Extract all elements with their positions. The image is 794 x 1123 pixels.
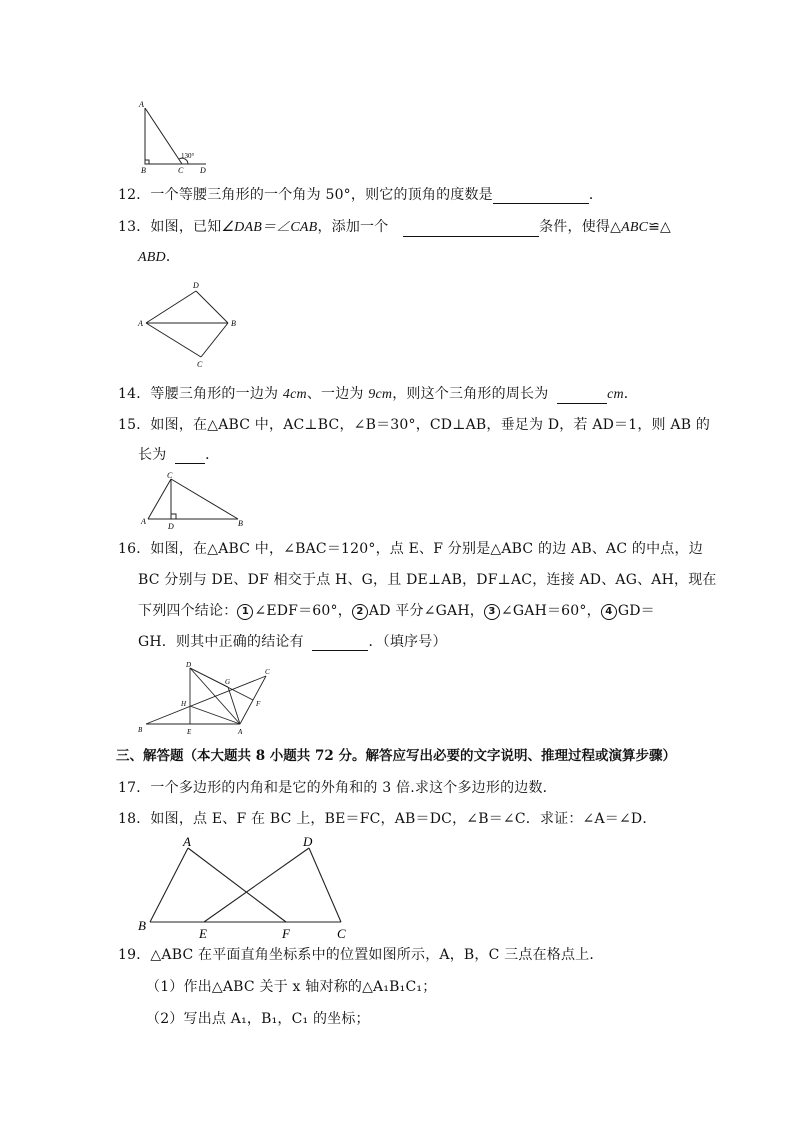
answer-blank-16[interactable] [312, 636, 368, 651]
figure-right-triangle [130, 96, 220, 180]
circled-number-1: 1 [237, 604, 253, 620]
circled-number-2: 2 [352, 604, 368, 620]
label-e: E [187, 728, 192, 736]
segment-ac [146, 323, 201, 357]
question-13: 13．如图，已知∠DAB＝∠CAB，添加一个 条件，使得△ABC≌△ [118, 219, 672, 235]
label-b: B [138, 726, 143, 734]
label-b: B [138, 918, 146, 933]
circled-number-3: 3 [484, 604, 500, 620]
figure-quadrilateral-abcd [136, 278, 246, 370]
answer-blank-15[interactable] [175, 449, 205, 464]
segment-af [188, 848, 286, 922]
label-angle-130: 130° [181, 152, 195, 160]
answer-blank-12[interactable] [493, 189, 589, 204]
answer-blank-13[interactable] [403, 222, 539, 237]
section-3-heading: 三、解答题（本大题共 8 小题共 72 分。解答应写出必要的文字说明、推理过程或演算步骤） [116, 748, 676, 764]
segment-cb [171, 479, 238, 519]
question-16-line3: 下列四个结论： 1 ∠EDF＝60°， 2 AD 平分∠GAH， 3 ∠GAH＝60°， 4 GD＝ [138, 603, 655, 619]
label-d: D [186, 661, 192, 669]
question-19-part-1: （1）作出△ABC 关于 x 轴对称的△A₁B₁C₁； [146, 979, 437, 995]
label-e: E [199, 926, 207, 940]
label-b: B [141, 166, 146, 175]
segment-bc [146, 676, 266, 724]
figure-right-triangle-abc [138, 468, 250, 530]
label-c: C [337, 926, 346, 940]
label-d: D [193, 281, 199, 290]
question-19-part-2: （2）写出点 A₁，B₁，C₁ 的坐标； [146, 1011, 370, 1027]
segment-dg [190, 668, 231, 687]
question-15-cont: 长为 ． [138, 447, 220, 463]
question-17: 17．一个多边形的内角和是它的外角和的 3 倍.求这个多边形的边数． [118, 780, 557, 796]
segment-ac [145, 108, 182, 164]
label-c: C [197, 360, 203, 369]
right-angle-mark [171, 514, 176, 519]
label-c: C [178, 166, 184, 175]
answer-blank-14[interactable] [557, 389, 607, 404]
segment-dc [309, 848, 341, 922]
label-c: C [167, 471, 173, 480]
question-15: 15．如图，在△ABC 中，AC⊥BC，∠B＝30°，CD⊥AB，垂足为 D，若 AD＝1，则 AB 的 [118, 417, 711, 433]
question-18: 18．如图，点 E、F 在 BC 上，BE＝FC，AB＝DC，∠B＝∠C．求证：∠A＝∠D． [118, 811, 657, 827]
segment-ad [190, 668, 240, 724]
label-d: D [168, 522, 174, 530]
label-d: D [303, 834, 313, 849]
question-13-cont: ABD． [138, 249, 181, 265]
label-a: A [141, 517, 146, 526]
label-a: A [183, 834, 191, 849]
label-b: B [238, 519, 243, 528]
segment-de [204, 848, 309, 922]
segment-ab [150, 848, 188, 922]
label-c: C [265, 668, 270, 676]
segment-ac [148, 479, 171, 519]
label-f: F [282, 926, 290, 940]
question-16-line4: GH．则其中正确的结论有 ．（填序号） [138, 634, 447, 650]
figure-crossing-triangles [134, 834, 356, 940]
label-a: A [139, 100, 144, 109]
segment-ad [146, 291, 196, 323]
figure-triangle-abc-perpendiculars [136, 660, 276, 738]
question-12: 12．一个等腰三角形的一个角为 50°，则它的顶角的度数是 ． [118, 187, 604, 203]
right-angle-mark [145, 160, 149, 164]
question-16: 16．如图，在△ABC 中，∠BAC＝120°，点 E、F 分别是△ABC 的边 AB、AC 的中点，边 [118, 541, 703, 557]
label-h: H [181, 700, 187, 708]
segment-db [196, 291, 228, 323]
label-a: A [138, 319, 143, 328]
label-b: B [231, 319, 236, 328]
question-16-line2: BC 分别与 DE、DF 相交于点 H、G，且 DE⊥AB，DF⊥AC，连接 AD、AG、AH，现在 [138, 572, 717, 588]
label-a: A [238, 728, 243, 736]
circled-number-4: 4 [601, 604, 617, 620]
segment-cb [201, 323, 228, 357]
question-14: 14．等腰三角形的一边为 4cm、一边为 9cm，则这个三角形的周长为 cm． [118, 386, 638, 402]
label-d: D [200, 166, 206, 175]
label-g: G [225, 678, 231, 686]
label-f: F [256, 700, 261, 708]
question-19: 19．△ABC 在平面直角坐标系中的位置如图所示，A，B，C 三点在格点上． [118, 947, 604, 963]
